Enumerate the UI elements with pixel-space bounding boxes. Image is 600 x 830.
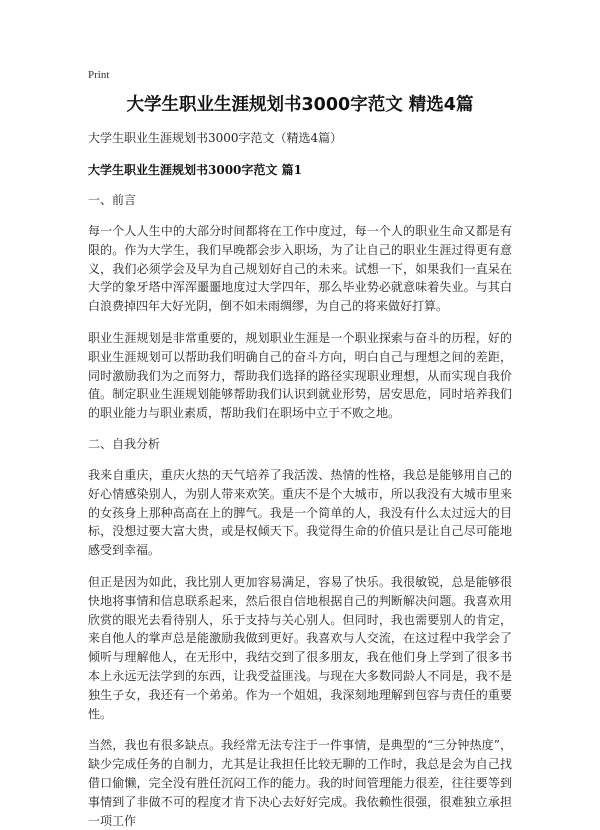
paragraph: 但正是因为如此，我比别人更加容易满足，容易了快乐。我很敏锐，总是能够很快地将事情和信息联系起来，然后很自信地根据自己的判断解决问题。我喜欢用欣赏的眼光去看待别人，乐于支持与关心别人。但同时，我也需要别人的肯定，来自他人的掌声总是能激励我做到更好。我喜欢与人交流，在这过程中我学会了倾听与理解他人，在无形中，我结交到了很多朋友，我在他们身上学到了很多书本上永远无法学到的东西，让我受益匪浅。与现在大多数同龄人不同是，我不是独生子女，我还有一个弟弟。作为一个姐姐，我深刻地理解到包容与责任的重要性。: [88, 574, 512, 721]
print-link[interactable]: Print: [88, 69, 110, 81]
paragraph: 当然，我也有很多缺点。我经常无法专注于一件事情，是典型的“三分钟热度”，缺少完成任务的自制力，尤其是让我担任比较无聊的工作时，我总是会为自己找借口偷懒，完全没有胜任沉闷工作的能力。我的时间管理能力很差，往往要等到事情到了非做不可的程度才肯下决心去好好完成。我依赖性很强，很难独立承担一项工作: [88, 738, 512, 828]
section-heading-self-analysis: 二、自我分析: [88, 436, 161, 451]
paragraph: 职业生涯规划是非常重要的，规划职业生涯是一个职业探索与奋斗的历程，好的职业生涯规划可以帮助我们明确自己的奋斗方向，明白自己与理想之间的差距，同时激励我们为之而努力，帮助我们选择的路径实现职业理想，从而实现自我价值。制定职业生涯规划能够帮助我们认识到就业形势，居安思危，同时培养我们的职业能力与职业素质，帮助我们在职场中立于不败之地。: [88, 330, 512, 421]
paragraph: 我来自重庆，重庆火热的天气培养了我活泼、热情的性格，我总是能够用自己的好心情感染别人，为别人带来欢笑。重庆不是个大城市，所以我没有大城市里来的女孩身上那种高高在上的脾气。我是一个简单的人，我没有什么太过远大的目标，没想过要大富大贵，或是权倾天下。我觉得生命的价值只是让自己尽可能地感受到幸福。: [88, 467, 512, 558]
article-heading: 大学生职业生涯规划书3000字范文 篇1: [88, 163, 302, 177]
document-subtitle: 大学生职业生涯规划书3000字范文（精选4篇）: [88, 131, 343, 145]
section-heading-preface: 一、前言: [88, 193, 137, 207]
document-title: 大学生职业生涯规划书3000字范文 精选4篇: [126, 95, 474, 115]
paragraph: 每一个人人生中的大部分时间都将在工作中度过，每一个人的职业生命又都是有限的。作为大学生，我们早晚都会步入职场，为了让自己的职业生涯过得更有意义，我们必须学会及早为自己规划好自己的未来。试想一下，如果我们一直呆在大学的象牙塔中浑浑噩噩地度过大学四年，那么毕业势必就意味着失业。与其白白浪费掉四年大好光阴，倒不如未雨绸缪，为自己的将来做好打算。: [88, 224, 512, 314]
